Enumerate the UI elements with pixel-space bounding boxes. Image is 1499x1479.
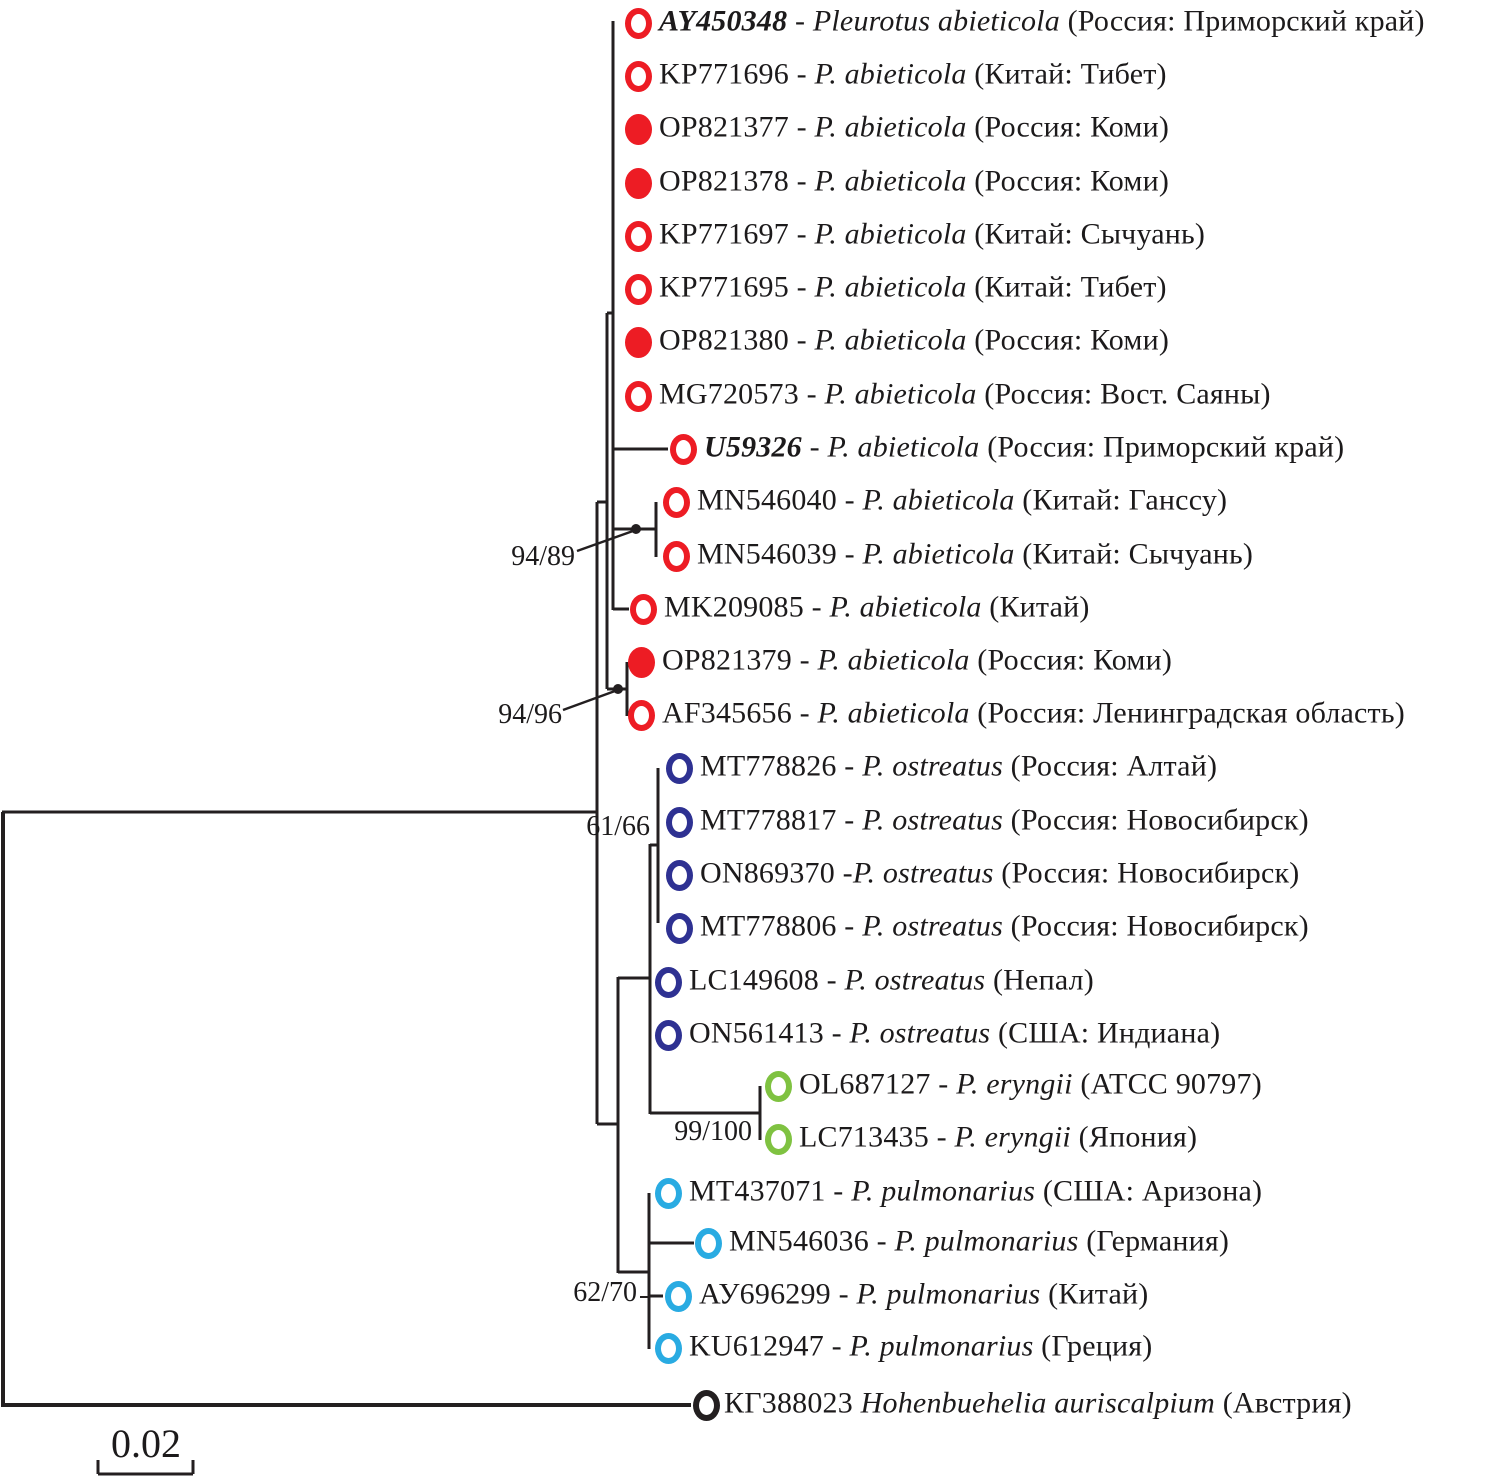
separator: - — [823, 1016, 850, 1050]
separator: - — [803, 590, 830, 624]
taxon-marker-filled-circle — [628, 647, 655, 678]
accession-number: КГ388023 — [724, 1386, 853, 1420]
separator: - — [836, 909, 863, 943]
taxon-marker-open-circle — [695, 1228, 722, 1259]
separator: - — [791, 643, 818, 677]
species-name: P. ostreatus — [849, 1016, 991, 1050]
locality: (Китай: Ганссу) — [1014, 483, 1228, 517]
species-name: Hohenbuehelia auriscalpium — [860, 1386, 1215, 1420]
taxon-label — [689, 964, 1094, 998]
taxon-marker-open-circle — [665, 1281, 692, 1312]
species-name: P. pulmonarius — [851, 1174, 1036, 1208]
taxon-label — [659, 324, 1169, 358]
accession-number: MT778817 — [700, 803, 837, 837]
species-name: P. ostreatus — [852, 856, 994, 890]
separator: - — [788, 323, 815, 357]
locality: (Китай: Тибет) — [966, 270, 1167, 304]
separator: - — [791, 696, 818, 730]
separator: - — [836, 749, 863, 783]
accession-number: MT437071 — [689, 1174, 826, 1208]
taxon-marker-open-circle — [655, 1020, 682, 1051]
accession-number: OP821377 — [659, 110, 789, 144]
locality: (Россия: Новосибирск) — [1002, 803, 1309, 837]
taxon-marker-open-circle — [663, 541, 690, 572]
species-name: P. abieticola — [862, 537, 1015, 571]
taxon-label — [729, 1225, 1229, 1259]
species-name: P. abieticola — [829, 590, 982, 624]
taxon-label — [689, 1175, 1262, 1209]
taxon-marker-open-circle — [670, 434, 697, 465]
locality: (Россия: Коми) — [966, 323, 1170, 357]
taxon-label — [659, 218, 1205, 252]
support-callout-line — [577, 531, 633, 551]
locality: (Китай) — [1040, 1277, 1149, 1311]
species-name: P. pulmonarius — [849, 1329, 1034, 1363]
species-name: P. ostreatus — [862, 803, 1003, 837]
species-name: P. abieticola — [814, 164, 967, 198]
separator: - — [928, 1120, 955, 1154]
species-name: P. abieticola — [814, 57, 967, 91]
taxon-marker-open-circle — [625, 221, 652, 252]
accession-number: KP771696 — [659, 57, 789, 91]
taxon-marker-filled-circle — [625, 114, 652, 145]
species-name: P. eryngii — [956, 1067, 1073, 1101]
locality: (ATCC 90797) — [1072, 1067, 1262, 1101]
taxon-label — [659, 378, 1271, 412]
taxon-marker-open-circle — [666, 913, 693, 944]
species-name: P. abieticola — [824, 377, 977, 411]
separator: - — [788, 270, 815, 304]
separator: - — [798, 377, 825, 411]
accession-number: AY450348 — [659, 4, 788, 38]
taxon-label — [724, 1387, 1352, 1421]
species-name: P. eryngii — [954, 1120, 1071, 1154]
species-name: P. abieticola — [814, 110, 967, 144]
taxon-label — [799, 1068, 1262, 1102]
species-name: Pleurotus abieticola — [812, 4, 1060, 38]
separator: - — [801, 430, 828, 464]
taxon-marker-open-circle — [625, 381, 652, 412]
taxon-label — [659, 111, 1169, 145]
locality: (Россия: Вост. Саяны) — [976, 377, 1271, 411]
taxon-label — [659, 5, 1425, 39]
scale-bar-label: 0.02 — [111, 1421, 181, 1466]
taxon-label — [700, 804, 1309, 838]
locality: (Непал) — [985, 963, 1094, 997]
separator: - — [788, 217, 815, 251]
species-name: P. ostreatus — [862, 749, 1003, 783]
taxon-marker-open-circle — [628, 700, 655, 731]
accession-number: LC149608 — [689, 963, 819, 997]
accession-number: KP771697 — [659, 217, 789, 251]
separator: - — [788, 164, 815, 198]
species-name: P. abieticola — [827, 430, 980, 464]
separator: - — [930, 1067, 957, 1101]
taxon-marker-filled-circle — [625, 327, 652, 358]
separator: - — [836, 483, 863, 517]
accession-number: MG720573 — [659, 377, 799, 411]
taxon-marker-open-circle — [625, 8, 652, 39]
taxon-marker-open-circle — [765, 1124, 792, 1155]
taxon-marker-open-circle — [666, 860, 693, 891]
accession-number: MN546039 — [697, 537, 837, 571]
separator: - — [830, 1277, 857, 1311]
separator: - — [836, 803, 863, 837]
taxon-marker-open-circle — [765, 1071, 792, 1102]
bootstrap-support-label: 94/96 — [498, 699, 562, 730]
species-name: P. abieticola — [817, 696, 970, 730]
taxon-label — [700, 750, 1217, 784]
accession-number: KU612947 — [689, 1329, 824, 1363]
accession-number: MT778826 — [700, 749, 837, 783]
locality: (Япония) — [1070, 1120, 1198, 1154]
taxon-marker-open-circle — [630, 594, 657, 625]
accession-number: U59326 — [704, 430, 802, 464]
locality: (Россия: Коми) — [966, 110, 1170, 144]
taxon-label — [799, 1121, 1197, 1155]
taxon-marker-filled-circle — [625, 168, 652, 199]
locality: (Россия: Коми) — [969, 643, 1173, 677]
taxon-marker-open-circle — [666, 807, 693, 838]
taxon-label — [689, 1017, 1220, 1051]
taxon-label — [704, 431, 1344, 465]
taxon-label — [664, 591, 1090, 625]
locality: (Китай) — [981, 590, 1090, 624]
separator: - — [825, 1174, 852, 1208]
locality: (Россия: Алтай) — [1002, 749, 1218, 783]
taxon-marker-open-circle — [666, 753, 693, 784]
species-name: P. abieticola — [814, 270, 967, 304]
taxon-marker-open-circle — [663, 487, 690, 518]
locality: (Россия: Новосибирск) — [1002, 909, 1309, 943]
taxon-marker-open-circle — [655, 967, 682, 998]
locality: (Россия: Приморский край) — [979, 430, 1345, 464]
locality: (Австрия) — [1215, 1386, 1352, 1420]
species-name: P. abieticola — [817, 643, 970, 677]
accession-number: MN546040 — [697, 483, 837, 517]
taxon-marker-open-circle — [693, 1390, 720, 1421]
locality: (Россия: Ленинградская область) — [969, 696, 1405, 730]
accession-number: OP821380 — [659, 323, 789, 357]
locality: (Россия: Коми) — [966, 164, 1170, 198]
taxon-label — [697, 538, 1253, 572]
taxon-label — [659, 58, 1167, 92]
bootstrap-support-label: 94/89 — [511, 541, 575, 572]
separator: - — [787, 4, 813, 38]
species-name: P. abieticola — [814, 323, 967, 357]
accession-number: OP821378 — [659, 164, 789, 198]
accession-number: MN546036 — [729, 1224, 869, 1258]
taxon-label — [700, 910, 1309, 944]
accession-number: MT778806 — [700, 909, 837, 943]
taxon-label — [662, 644, 1172, 678]
separator: - — [868, 1224, 895, 1258]
species-name: P. ostreatus — [862, 909, 1003, 943]
separator — [853, 1387, 861, 1420]
accession-number: ON869370 — [700, 856, 835, 890]
accession-number: ON561413 — [689, 1016, 824, 1050]
separator: - — [834, 856, 853, 890]
taxon-marker-open-circle — [655, 1178, 682, 1209]
taxon-label — [699, 1278, 1148, 1312]
locality: (Китай: Тибет) — [966, 57, 1167, 91]
separator: - — [788, 110, 815, 144]
species-name: P. ostreatus — [844, 963, 986, 997]
accession-number: OP821379 — [662, 643, 792, 677]
taxon-marker-open-circle — [625, 274, 652, 305]
accession-number: KP771695 — [659, 270, 789, 304]
accession-number: АУ696299 — [699, 1277, 831, 1311]
locality: (Греция) — [1033, 1329, 1153, 1363]
species-name: P. pulmonarius — [894, 1224, 1079, 1258]
taxon-label — [662, 697, 1405, 731]
locality: (Китай: Сычуань) — [966, 217, 1206, 251]
locality: (Россия: Новосибирск) — [993, 856, 1300, 890]
taxon-label — [659, 165, 1169, 199]
species-name: P. abieticola — [814, 217, 967, 251]
taxon-label — [689, 1330, 1152, 1364]
taxon-marker-open-circle — [655, 1333, 682, 1364]
accession-number: AF345656 — [662, 696, 792, 730]
locality: (США: Индиана) — [990, 1016, 1221, 1050]
locality: (Россия: Приморский край) — [1059, 4, 1425, 38]
separator: - — [823, 1329, 850, 1363]
taxon-label — [659, 271, 1167, 305]
bootstrap-support-label: 62/70 — [573, 1277, 637, 1308]
separator: - — [788, 57, 815, 91]
taxon-label — [700, 857, 1299, 891]
separator: - — [818, 963, 845, 997]
support-callout-line — [563, 691, 615, 710]
taxon-label — [697, 484, 1227, 518]
locality: (Германия) — [1078, 1224, 1230, 1258]
species-name: P. abieticola — [862, 483, 1015, 517]
accession-number: MK209085 — [664, 590, 804, 624]
bootstrap-support-label: 61/66 — [586, 811, 650, 842]
locality: (США: Аризона) — [1035, 1174, 1263, 1208]
separator: - — [836, 537, 863, 571]
accession-number: OL687127 — [799, 1067, 931, 1101]
accession-number: LC713435 — [799, 1120, 929, 1154]
locality: (Китай: Сычуань) — [1014, 537, 1254, 571]
taxon-marker-open-circle — [625, 61, 652, 92]
bootstrap-support-label: 99/100 — [674, 1116, 752, 1147]
species-name: P. pulmonarius — [856, 1277, 1041, 1311]
